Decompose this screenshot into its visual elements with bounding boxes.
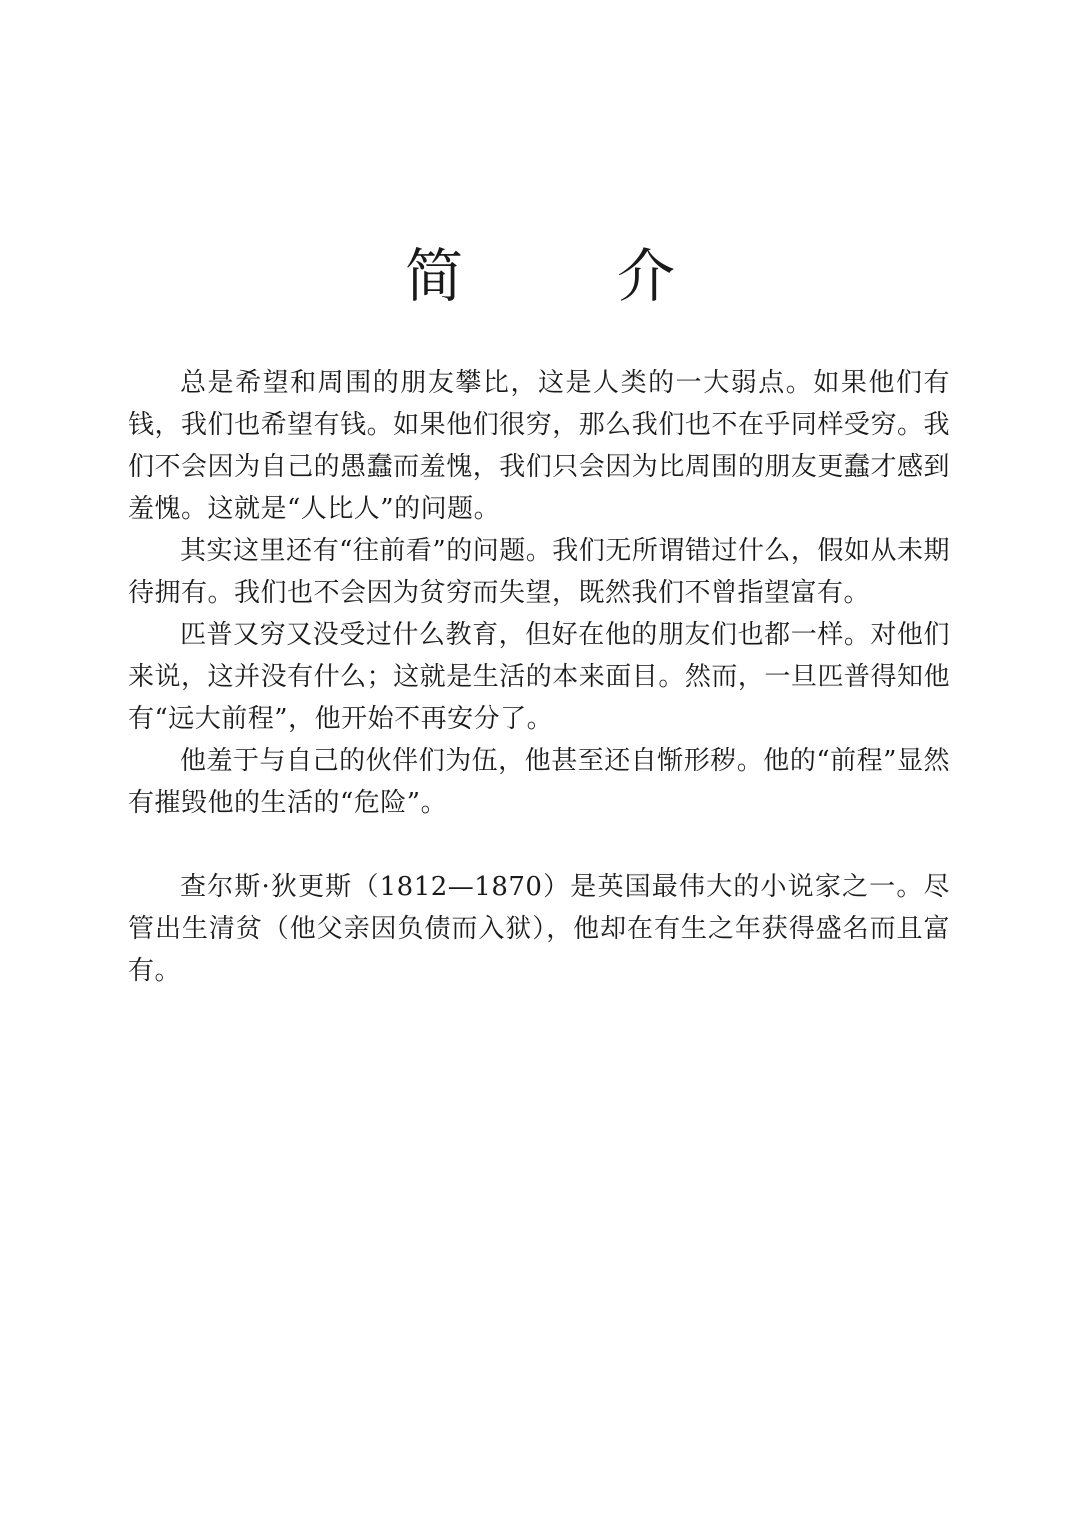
- intro-paragraph-4: 他羞于与自己的伙伴们为伍，他甚至还自惭形秽。他的“前程”显然有摧毁他的生活的“危险”。: [128, 746, 950, 818]
- page-title: 简 介: [404, 242, 723, 310]
- intro-paragraph-3: 匹普又穷又没受过什么教育，但好在他的朋友们也都一样。对他们来说，这并没有什么；这就是生活的本来面目。然而，一旦匹普得知他有“远大前程”，他开始不再安分了。: [128, 620, 950, 734]
- intro-paragraph-1: 总是希望和周围的朋友攀比，这是人类的一大弱点。如果他们有钱，我们也希望有钱。如果他们很穷，那么我们也不在乎同样受穷。我们不会因为自己的愚蠢而羞愧，我们只会因为比周围的朋友更蠢才感到羞愧。这就是“人比人”的问题。: [128, 368, 950, 524]
- intro-section: [128, 362, 950, 992]
- intro-paragraph-2: 其实这里还有“往前看”的问题。我们无所谓错过什么，假如从未期待拥有。我们也不会因为贫穷而失望，既然我们不曾指望富有。: [128, 536, 950, 608]
- paragraph-spacer: [128, 824, 950, 866]
- author-paragraph: 查尔斯·狄更斯（1812—1870）是英国最伟大的小说家之一。尽管出生清贫（他父亲因负债而入狱），他却在有生之年获得盛名而且富有。: [128, 872, 950, 986]
